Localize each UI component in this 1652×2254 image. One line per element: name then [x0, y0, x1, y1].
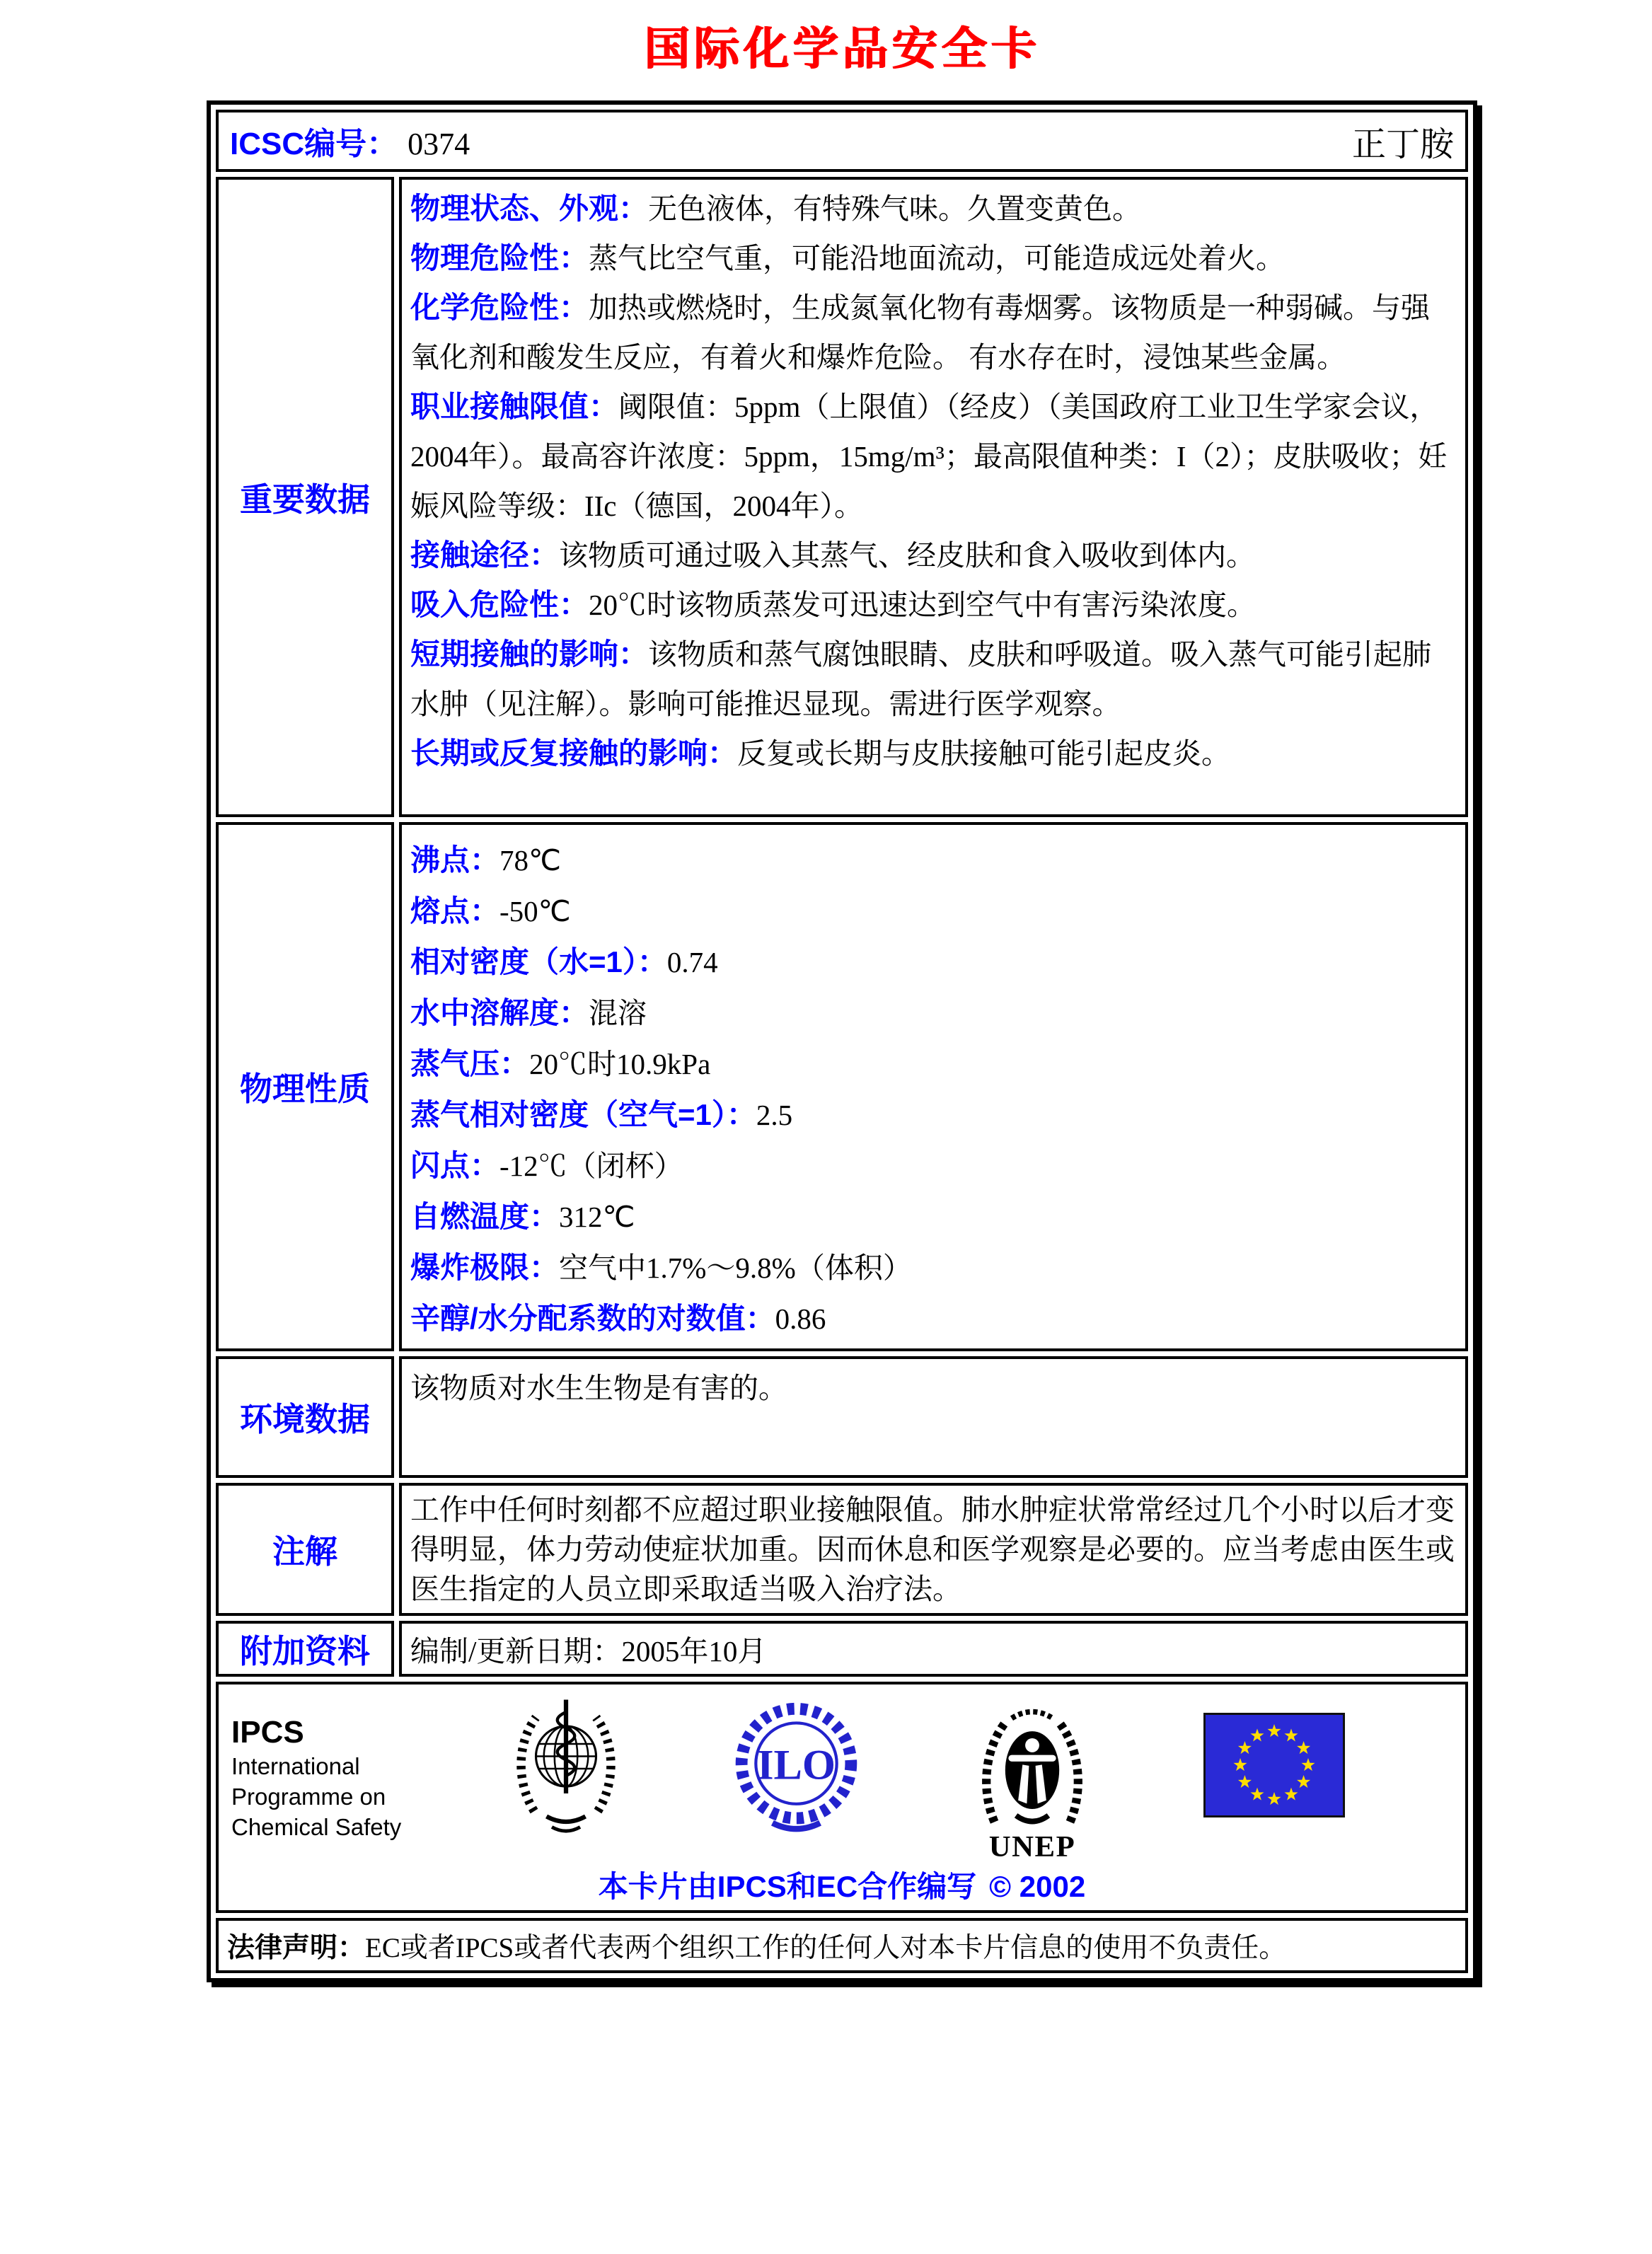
row-environmental-data	[216, 1356, 1468, 1478]
property-label: 熔点：	[410, 894, 500, 927]
field-text: 蒸气比空气重，可能沿地面流动，可能造成远处着火。	[589, 242, 1286, 274]
field-label: 长期或反复接触的影响：	[410, 736, 738, 770]
property-label: 相对密度（水=1）：	[410, 945, 667, 978]
field-text: 该物质可通过吸入其蒸气、经皮肤和食入吸收到体内。	[559, 539, 1256, 572]
legal-text: EC或者IPCS或者代表两个组织工作的任何人对本卡片信息的使用不负责任。	[365, 1933, 1287, 1963]
section-label-notes: 注解	[216, 1483, 394, 1616]
physical-properties-content	[399, 822, 1468, 1351]
property-label: 辛醇/水分配系数的对数值：	[410, 1302, 775, 1335]
field-text: 无色液体，有特殊气味。久置变黄色。	[648, 192, 1142, 225]
property-line	[410, 886, 1455, 937]
section-label-additional-info: 附加资料	[216, 1621, 394, 1677]
data-line	[410, 233, 1455, 283]
property-line	[410, 835, 1455, 886]
important-data-content	[399, 177, 1468, 817]
icsc-number-group	[230, 118, 470, 163]
property-label: 闪点：	[410, 1149, 500, 1182]
ilo-letters: ILO	[756, 1741, 836, 1789]
property-value: 78℃	[499, 844, 562, 877]
row-notes	[216, 1483, 1468, 1616]
ipcs-abbr: IPCS	[231, 1715, 304, 1750]
property-line	[410, 1090, 1455, 1140]
data-line	[410, 630, 1455, 729]
property-value: -50℃	[499, 895, 571, 927]
ilo-logo-icon	[731, 1694, 862, 1837]
field-label: 接触途径：	[410, 538, 560, 572]
icsc-number-label: ICSC编号：	[230, 127, 398, 161]
field-text: 加热或燃烧时，生成氮氧化物有毒烟雾。该物质是一种弱碱。与强氧化剂和酸发生反应，有着火和爆炸危险。 有水存在时，浸蚀某些金属。	[410, 291, 1431, 374]
data-line	[410, 184, 1455, 233]
property-line	[410, 1293, 1455, 1344]
logos-strip	[226, 1692, 1458, 1862]
additional-info-text: 编制/更新日期：2005年10月	[410, 1635, 767, 1668]
chemical-name: 正丁胺	[1351, 125, 1454, 163]
section-label-important-data: 重要数据	[216, 177, 394, 817]
data-line	[410, 531, 1455, 580]
field-label: 物理状态、外观：	[410, 192, 649, 225]
property-value: 0.86	[775, 1302, 826, 1335]
field-text: 阈限值：5ppm（上限值）（经皮）（美国政府工业卫生学家会议，2004年）。最高容许浓度：5ppm，15mg/m³；最高限值种类：I（2）；皮肤吸收；妊娠风险等级：IIc（德国，2004年）。	[410, 391, 1448, 522]
copyright: © 2002	[989, 1870, 1086, 1903]
property-value: -12℃（闭杯）	[499, 1150, 683, 1182]
property-line	[410, 1039, 1455, 1090]
property-value: 2.5	[756, 1099, 793, 1131]
header-row	[216, 110, 1468, 172]
legal-label: 法律声明：	[227, 1933, 366, 1963]
ipcs-line-3: Chemical Safety	[231, 1814, 402, 1840]
property-line	[410, 1140, 1455, 1191]
notes-text: 工作中任何时刻都不应超过职业接触限值。肺水肿症状常常经过几个小时以后才变得明显，体力劳动使症状加重。因而休息和医学观察是必要的。应当考虑由医生或医生指定的人员立即采取适当吸入治疗法。	[410, 1493, 1455, 1605]
property-value: 20℃时10.9kPa	[529, 1048, 711, 1080]
cooperation-caption: 本卡片由IPCS和EC合作编写 © 2002	[598, 1870, 1086, 1903]
environmental-data-text: 该物质对水生生物是有害的。	[410, 1372, 787, 1404]
property-value: 混溶	[589, 997, 647, 1029]
field-label: 物理危险性：	[410, 241, 589, 274]
property-line	[410, 988, 1455, 1039]
ipcs-line-1: International	[231, 1753, 360, 1779]
row-important-data	[216, 177, 1468, 817]
row-physical-properties	[216, 822, 1468, 1351]
field-text: 该物质和蒸气腐蚀眼睛、皮肤和呼吸道。吸入蒸气可能引起肺水肿（见注解）。影响可能推迟显现。需进行医学观察。	[410, 638, 1432, 720]
property-label: 水中溶解度：	[410, 996, 589, 1029]
row-logos	[216, 1682, 1468, 1913]
row-legal	[216, 1918, 1468, 1973]
field-label: 短期接触的影响：	[410, 637, 649, 671]
data-line	[410, 580, 1455, 630]
field-text: 20℃时该物质蒸发可迅速达到空气中有害污染浓度。	[589, 589, 1257, 621]
ipcs-line-2: Programme on	[231, 1784, 386, 1810]
property-label: 蒸气压：	[410, 1047, 530, 1080]
icsc-number-value: 0374	[408, 127, 470, 161]
property-value: 312℃	[559, 1201, 635, 1233]
eu-flag-icon	[1203, 1694, 1345, 1817]
who-logo-icon	[513, 1694, 619, 1836]
property-line	[410, 1191, 1455, 1242]
property-label: 爆炸极限：	[410, 1251, 560, 1284]
property-label: 沸点：	[410, 843, 500, 877]
data-line	[410, 729, 1455, 778]
property-label: 自燃温度：	[410, 1200, 560, 1233]
data-line	[410, 283, 1455, 382]
row-additional-info	[216, 1621, 1468, 1677]
data-line	[410, 382, 1455, 531]
field-label: 化学危险性：	[410, 291, 589, 324]
section-label-environmental-data: 环境数据	[216, 1356, 394, 1478]
card-table	[207, 100, 1477, 1982]
unep-letters: UNEP	[989, 1830, 1076, 1862]
property-value: 空气中1.7%～9.8%（体积）	[559, 1252, 912, 1284]
field-label: 职业接触限值：	[410, 390, 619, 423]
property-label: 蒸气相对密度（空气=1）：	[410, 1098, 756, 1131]
field-label: 吸入危险性：	[410, 588, 589, 621]
field-text: 反复或长期与皮肤接触可能引起皮炎。	[737, 737, 1231, 770]
property-value: 0.74	[666, 946, 718, 978]
page-title: 国际化学品安全卡	[644, 23, 1040, 74]
property-line	[410, 1242, 1455, 1293]
ipcs-text-block	[231, 1694, 401, 1842]
property-line	[410, 937, 1455, 988]
unep-logo-icon	[973, 1694, 1092, 1862]
section-label-physical-properties: 物理性质	[216, 822, 394, 1351]
